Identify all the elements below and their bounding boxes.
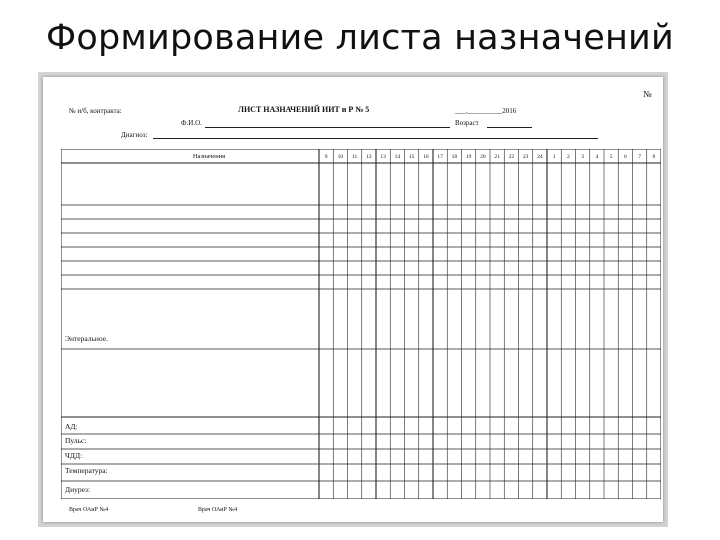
hour-label: 8 xyxy=(652,154,656,160)
sheet-title: ЛИСТ НАЗНАЧЕНИЙ ИИТ и Р № 5 xyxy=(238,105,370,114)
vital-sign-label: ЧДД: xyxy=(65,451,83,460)
hour-label: 23 xyxy=(522,154,529,160)
hour-label: 3 xyxy=(581,154,584,160)
diagnosis-underline xyxy=(153,138,598,139)
hour-label: 14 xyxy=(394,154,401,160)
hour-label: 5 xyxy=(609,154,613,160)
hour-label: 12 xyxy=(366,154,372,160)
hour-label: 19 xyxy=(465,154,472,160)
hour-label: 11 xyxy=(351,154,358,160)
hour-label: 24 xyxy=(537,154,543,160)
prescription-table xyxy=(61,149,661,499)
vital-sign-label: Диурез: xyxy=(65,485,91,494)
hour-label: 13 xyxy=(380,154,386,160)
hour-label: 2 xyxy=(567,154,570,160)
hour-label: 4 xyxy=(595,154,599,160)
section-enteral: Энтеральное. xyxy=(65,334,108,343)
diagnosis-label: Диагноз: xyxy=(121,131,148,139)
column-header-assignments: Назначения xyxy=(192,153,226,160)
document-frame xyxy=(38,72,668,527)
fio-label: Ф.И.О. xyxy=(181,119,202,127)
nurse-signature-label: Врач ОАиР №4 xyxy=(198,507,238,513)
age-underline xyxy=(487,127,532,128)
age-label: Возраст xyxy=(455,119,479,127)
slide-title: Формирование листа назначений xyxy=(46,18,674,58)
hour-label: 21 xyxy=(494,154,500,160)
hour-label: 6 xyxy=(624,154,627,160)
vital-sign-label: Температура: xyxy=(65,466,108,475)
hour-label: 17 xyxy=(437,154,443,160)
hour-label: 16 xyxy=(423,154,429,160)
hour-label: 18 xyxy=(451,154,458,160)
history-label: № и/б, контракта: xyxy=(69,107,122,115)
date-label: ___.__________2016 xyxy=(455,107,517,115)
vital-sign-label: АД: xyxy=(65,422,78,431)
hour-label: 22 xyxy=(508,154,515,160)
vital-sign-label: Пульс: xyxy=(65,436,87,445)
hour-label: 1 xyxy=(552,154,556,160)
corner-number-mark: № xyxy=(643,89,652,99)
hour-label: 9 xyxy=(324,154,328,160)
prescription-sheet-page xyxy=(43,77,663,522)
table-outline xyxy=(61,149,661,499)
hour-label: 10 xyxy=(337,154,344,160)
doctor-signature-label: Врач ОАиР №4 xyxy=(69,507,109,513)
hour-label: 15 xyxy=(408,154,415,160)
hour-label: 7 xyxy=(638,154,641,160)
hour-label: 20 xyxy=(480,154,486,160)
fio-underline xyxy=(205,127,450,128)
